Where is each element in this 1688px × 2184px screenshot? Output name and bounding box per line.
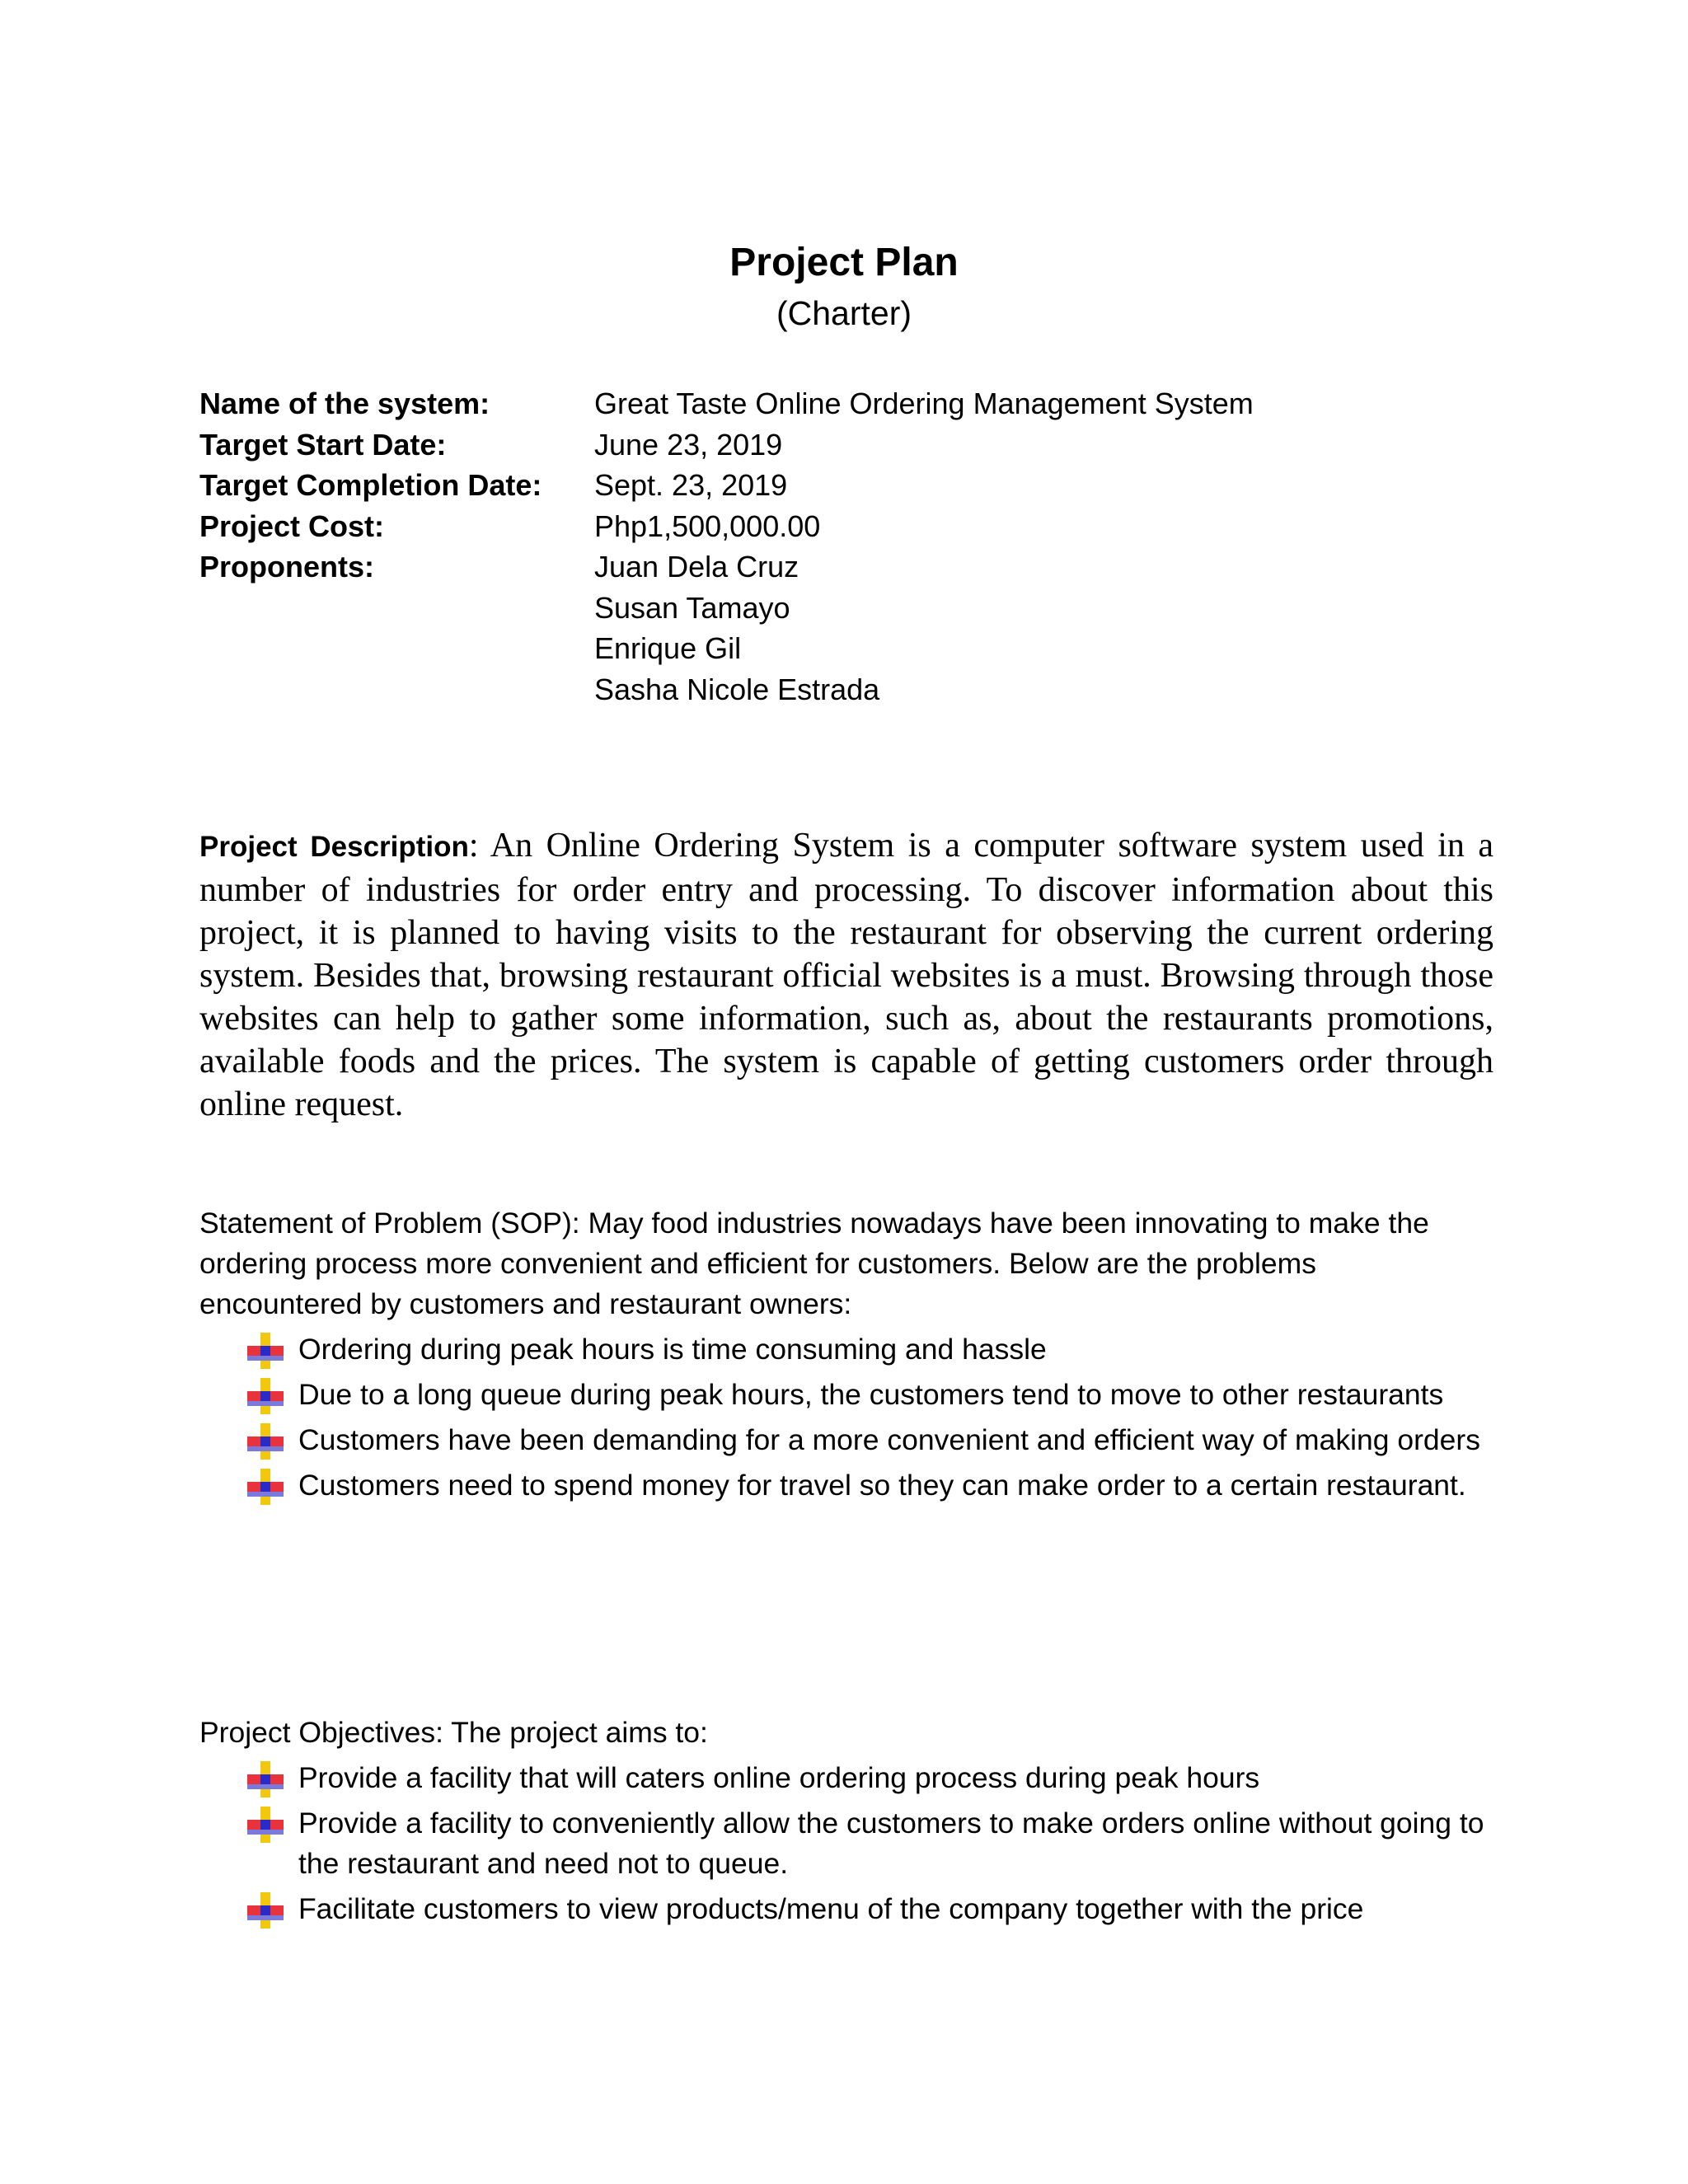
list-item [298, 1889, 1485, 1929]
sop-item-text: Ordering during peak hours is time consuming and hassle [298, 1333, 1047, 1366]
project-description [199, 824, 1493, 1126]
list-item [298, 1329, 1485, 1370]
objective-item-text: Facilitate customers to view products/menu of the company together with the price [298, 1892, 1364, 1925]
info-value: Great Taste Online Ordering Management System [594, 387, 1254, 420]
checkered-plus-bullet-icon [247, 1423, 284, 1460]
info-label: Project Cost: [199, 509, 385, 543]
project-info [199, 383, 1518, 710]
objective-item-text: Provide a facility to conveniently allow the customers to make orders online without going to the restaurant and need not to queue. [298, 1807, 1484, 1880]
list-item [298, 1758, 1485, 1798]
list-item [298, 1375, 1485, 1415]
objectives-list [199, 1758, 1485, 1929]
sop-intro: Statement of Problem (SOP): May food industries nowadays have been innovating to make the ordering process more convenient and efficient for customers. Below are the problems encountered by customers and restaurant owners: [199, 1207, 1429, 1320]
description-label: Project Description [199, 831, 469, 863]
info-row-completion [199, 465, 1518, 506]
page-title: Project Plan [729, 241, 959, 284]
proponent-name: Susan Tamayo [594, 590, 790, 625]
proponent-list [594, 546, 1518, 710]
checkered-plus-bullet-icon [247, 1469, 284, 1505]
info-label: Target Completion Date: [199, 468, 542, 502]
checkered-plus-bullet-icon [247, 1807, 284, 1843]
statement-of-problem [199, 1203, 1485, 1506]
objectives-intro: Project Objectives: The project aims to: [199, 1716, 708, 1749]
info-value: June 23, 2019 [594, 427, 783, 462]
description-text: : An Online Ordering System is a computer software system used in a number of industries for order entry and processing. To discover information about this project, it is planned to having visits to the restaurant for observing the current ordering system. Besides that, browsing restaurant official websites is a must. Browsing through those websites can help to gather some information, such as, about the restaurants promotions, available foods and the prices. The system is capable of getting customers order through online request. [199, 827, 1493, 1123]
info-row-cost [199, 506, 1518, 547]
info-label: Name of the system: [199, 387, 490, 420]
info-row-proponents [199, 546, 1518, 710]
proponent-name: Enrique Gil [594, 631, 742, 665]
checkered-plus-bullet-icon [247, 1333, 284, 1369]
sop-item-text: Customers need to spend money for travel so they can make order to a certain restaurant. [298, 1469, 1466, 1502]
checkered-plus-bullet-icon [247, 1761, 284, 1797]
objective-item-text: Provide a facility that will caters online ordering process during peak hours [298, 1761, 1260, 1794]
page-subtitle: (Charter) [776, 294, 912, 332]
info-label: Target Start Date: [199, 427, 447, 462]
info-value: Sept. 23, 2019 [594, 468, 788, 502]
checkered-plus-bullet-icon [247, 1378, 284, 1414]
sop-item-text: Customers have been demanding for a more convenient and efficient way of making orders [298, 1423, 1480, 1456]
list-item [298, 1465, 1485, 1506]
info-value: Php1,500,000.00 [594, 509, 821, 543]
checkered-plus-bullet-icon [247, 1892, 284, 1929]
info-label: Proponents: [199, 550, 374, 583]
proponent-name: Juan Dela Cruz [594, 550, 799, 583]
info-row-start [199, 424, 1518, 466]
list-item [298, 1420, 1485, 1460]
project-objectives [199, 1713, 1485, 1929]
sop-list [199, 1329, 1485, 1506]
title-block [0, 237, 1688, 336]
proponent-name: Sasha Nicole Estrada [594, 672, 880, 706]
info-row-system [199, 383, 1518, 424]
sop-item-text: Due to a long queue during peak hours, the customers tend to move to other restaurants [298, 1378, 1444, 1411]
list-item [298, 1803, 1485, 1884]
